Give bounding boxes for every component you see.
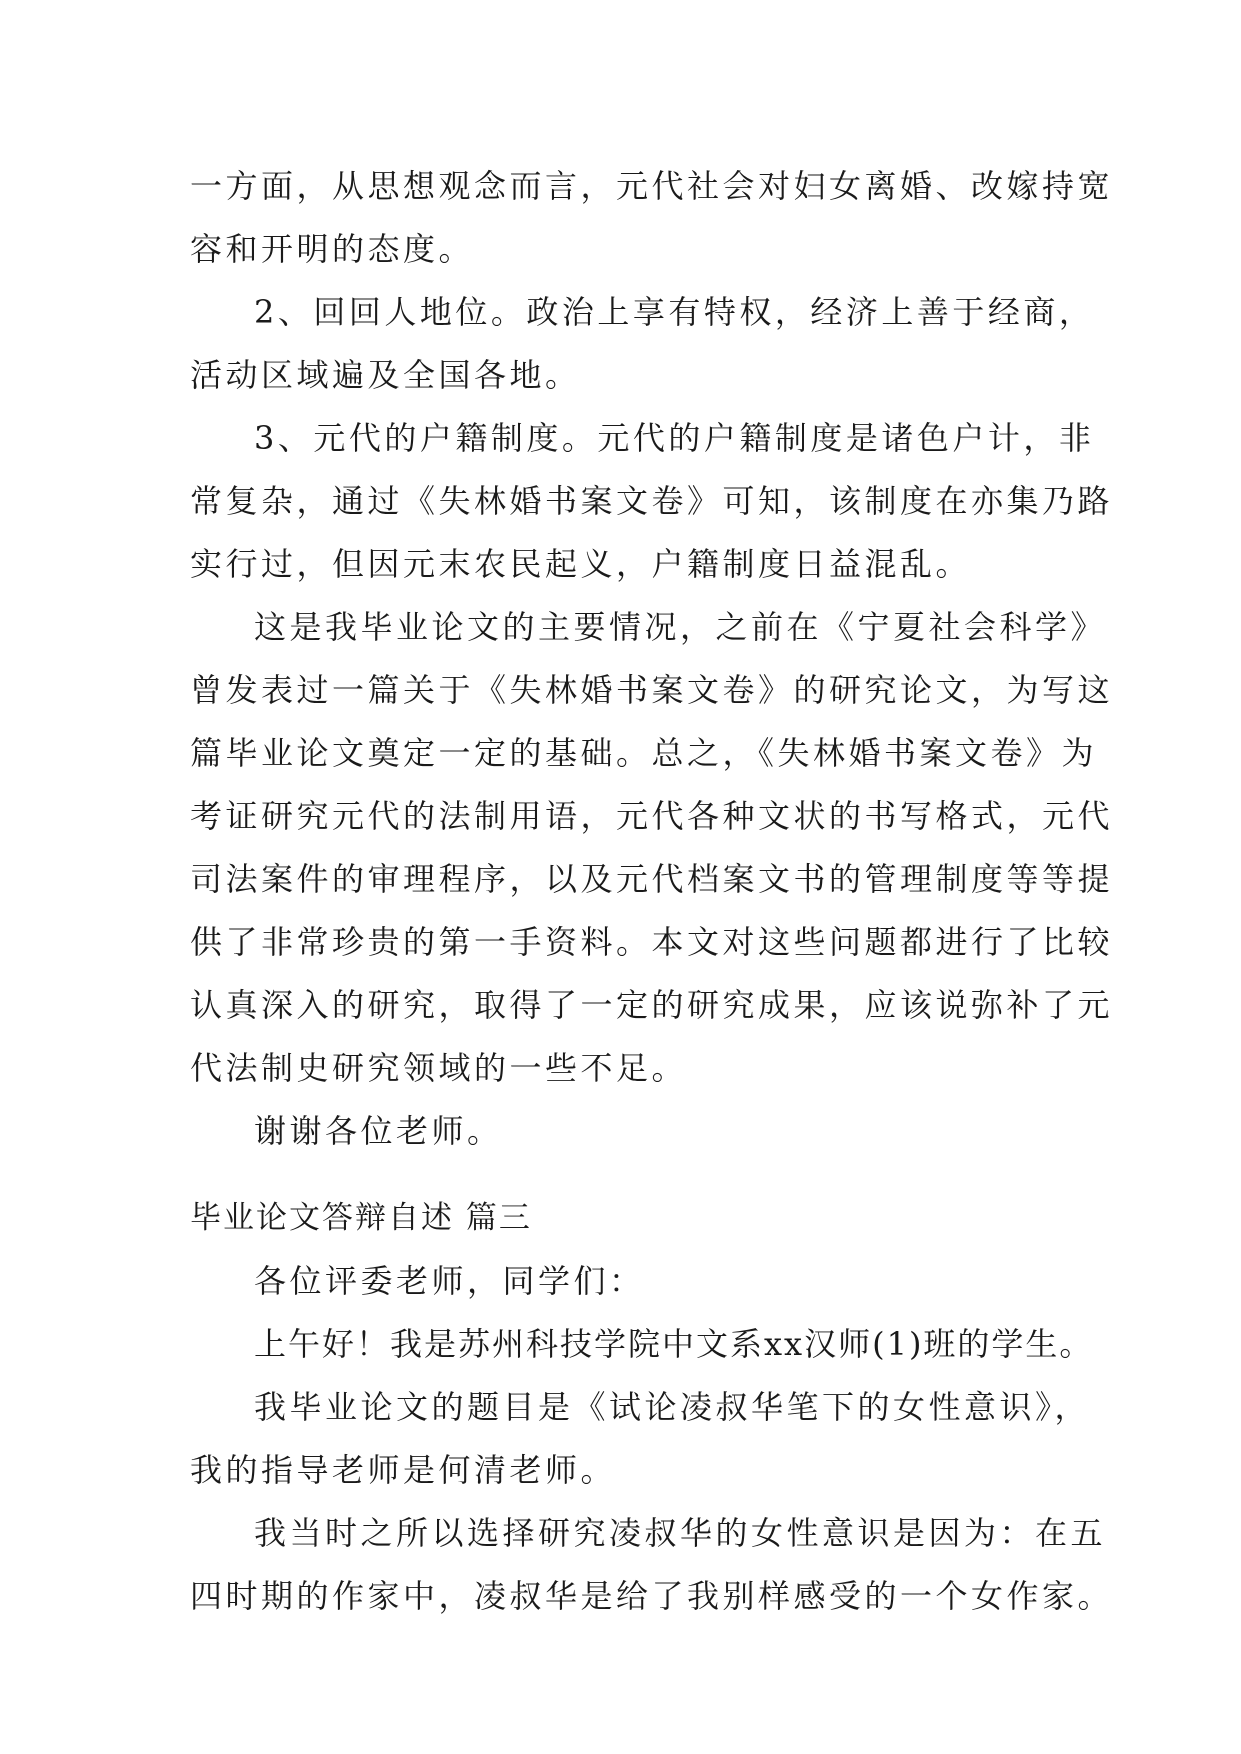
paragraph-line: 四时期的作家中，凌叔华是给了我别样感受的一个女作家。 (190, 1577, 1114, 1615)
paragraph-line: 谢谢各位老师。 (254, 1112, 503, 1150)
section-heading: 毕业论文答辩自述 篇三 (190, 1200, 532, 1236)
paragraph-line: 代法制史研究领域的一些不足。 (190, 1049, 688, 1087)
paragraph-line: 供了非常珍贵的第一手资料。本文对这些问题都进行了比较 (190, 923, 1114, 961)
paragraph-line: 活动区域遍及全国各地。 (190, 356, 581, 394)
paragraph-line: 3、元代的户籍制度。元代的户籍制度是诸色户计，非 (254, 419, 1095, 457)
paragraph-line: 认真深入的研究，取得了一定的研究成果，应该说弥补了元 (190, 986, 1114, 1024)
paragraph-line: 一方面，从思想观念而言，元代社会对妇女离婚、改嫁持宽 (190, 167, 1114, 205)
paragraph-line: 考证研究元代的法制用语，元代各种文状的书写格式，元代 (190, 797, 1114, 835)
paragraph-line: 实行过，但因元末农民起义，户籍制度日益混乱。 (190, 545, 972, 583)
paragraph-line: 曾发表过一篇关于《失林婚书案文卷》的研究论文，为写这 (190, 671, 1114, 709)
paragraph-line: 容和开明的态度。 (190, 230, 475, 268)
paragraph-line: 各位评委老师，同学们： (254, 1262, 645, 1300)
paragraph-line: 我当时之所以选择研究凌叔华的女性意识是因为：在五 (254, 1514, 1107, 1552)
paragraph-line: 2、回回人地位。政治上享有特权，经济上善于经商， (254, 293, 1095, 331)
paragraph-line: 常复杂，通过《失林婚书案文卷》可知，该制度在亦集乃路 (190, 482, 1114, 520)
paragraph-line: 上午好！我是苏州科技学院中文系xx汉师(1)班的学生。 (254, 1325, 1094, 1363)
paragraph-line: 这是我毕业论文的主要情况，之前在《宁夏社会科学》 (254, 608, 1107, 646)
paragraph-line: 我的指导老师是何清老师。 (190, 1451, 617, 1489)
paragraph-line: 我毕业论文的题目是《试论凌叔华笔下的女性意识》， (254, 1388, 1091, 1426)
paragraph-line: 篇毕业论文奠定一定的基础。总之，《失林婚书案文卷》为 (190, 734, 1098, 772)
paragraph-line: 司法案件的审理程序，以及元代档案文书的管理制度等等提 (190, 860, 1114, 898)
